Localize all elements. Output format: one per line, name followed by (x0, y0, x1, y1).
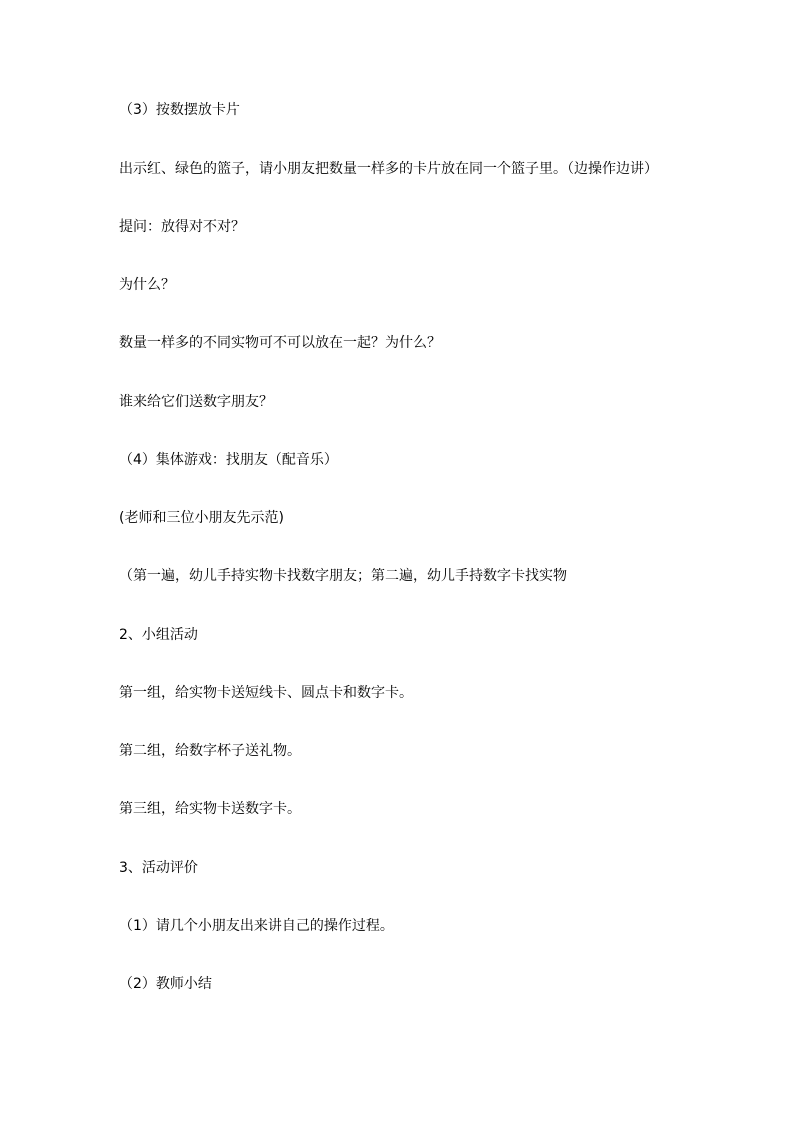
paragraph-question-correct: 提问：放得对不对？ (119, 219, 245, 235)
paragraph-group-2: 第二组，给数字杯子送礼物。 (119, 743, 301, 759)
paragraph-show-baskets: 出示红、绿色的篮子，请小朋友把数量一样多的卡片放在同一个篮子里。（边操作边讲） (119, 161, 658, 177)
paragraph-question-number-friends: 谁来给它们送数字朋友？ (119, 394, 273, 410)
paragraph-step-3-heading: （3）按数摆放卡片 (119, 102, 240, 118)
paragraph-question-why: 为什么？ (119, 277, 175, 293)
paragraph-question-together: 数量一样多的不同实物可不可以放在一起？为什么？ (119, 335, 441, 351)
paragraph-step-4-heading: （4）集体游戏：找朋友（配音乐） (119, 452, 338, 468)
paragraph-group-1: 第一组，给实物卡送短线卡、圆点卡和数字卡。 (119, 685, 413, 701)
paragraph-demo-note: (老师和三位小朋友先示范) (119, 510, 284, 526)
paragraph-game-rounds: （第一遍，幼儿手持实物卡找数字朋友；第二遍，幼儿手持数字卡找实物 (119, 568, 567, 584)
paragraph-group-3: 第三组，给实物卡送数字卡。 (119, 801, 301, 817)
paragraph-evaluation-2: （2）教师小结 (119, 976, 212, 992)
paragraph-evaluation-1: （1）请几个小朋友出来讲自己的操作过程。 (119, 918, 394, 934)
paragraph-section-2-heading: 2、小组活动 (119, 627, 198, 643)
paragraph-section-3-heading: 3、活动评价 (119, 860, 198, 876)
